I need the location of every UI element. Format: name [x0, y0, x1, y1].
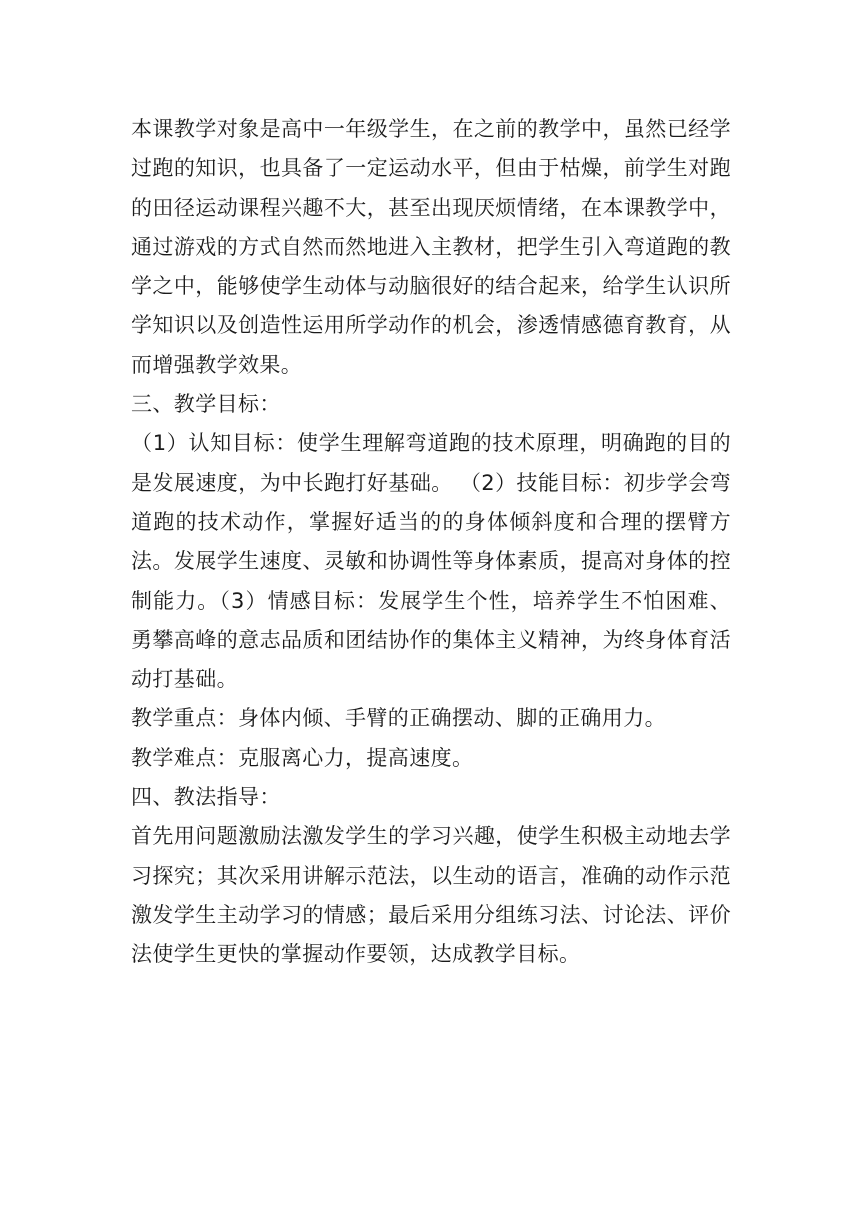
document-body: [131, 110, 731, 975]
learner-analysis-paragraph: 本课教学对象是高中一年级学生，在之前的教学中，虽然已经学过跑的知识，也具备了一定运动水平，但由于枯燥，前学生对跑的田径运动课程兴趣不大，甚至出现厌烦情绪，在本课教学中，通过游戏的方式自然而然地进入主教材，把学生引入弯道跑的教学之中，能够使学生动体与动脑很好的结合起来，给学生认识所学知识以及创造性运用所学动作的机会，渗透情感德育教育，从而增强教学效果。: [131, 117, 731, 377]
section-heading-teaching-objectives: 三、教学目标：: [131, 392, 281, 417]
teaching-key-points: 教学重点：身体内倾、手臂的正确摆动、脚的正确用力。: [131, 706, 666, 731]
teaching-difficulties: 教学难点：克服离心力，提高速度。: [131, 745, 474, 770]
teaching-methods-paragraph: 首先用问题激励法激发学生的学习兴趣，使学生积极主动地去学习探究；其次采用讲解示范法，以生动的语言，准确的动作示范激发学生主动学习的情感；最后采用分组练习法、讨论法、评价法使学生更快的掌握动作要领，达成教学目标。: [131, 824, 731, 967]
teaching-objectives-paragraph: （1）认知目标：使学生理解弯道跑的技术原理，明确跑的目的是发展速度，为中长跑打好基础。 （2）技能目标：初步学会弯道跑的技术动作，掌握好适当的的身体倾斜度和合理的摆臂方法。发展学生速度、灵敏和协调性等身体素质，提高对身体的控制能力。（3）情感目标：发展学生个性，培养学生不怕困难、勇攀高峰的意志品质和团结协作的集体主义精神，为终身体育活动打基础。: [131, 431, 731, 692]
section-heading-teaching-methods: 四、教法指导：: [131, 785, 281, 810]
